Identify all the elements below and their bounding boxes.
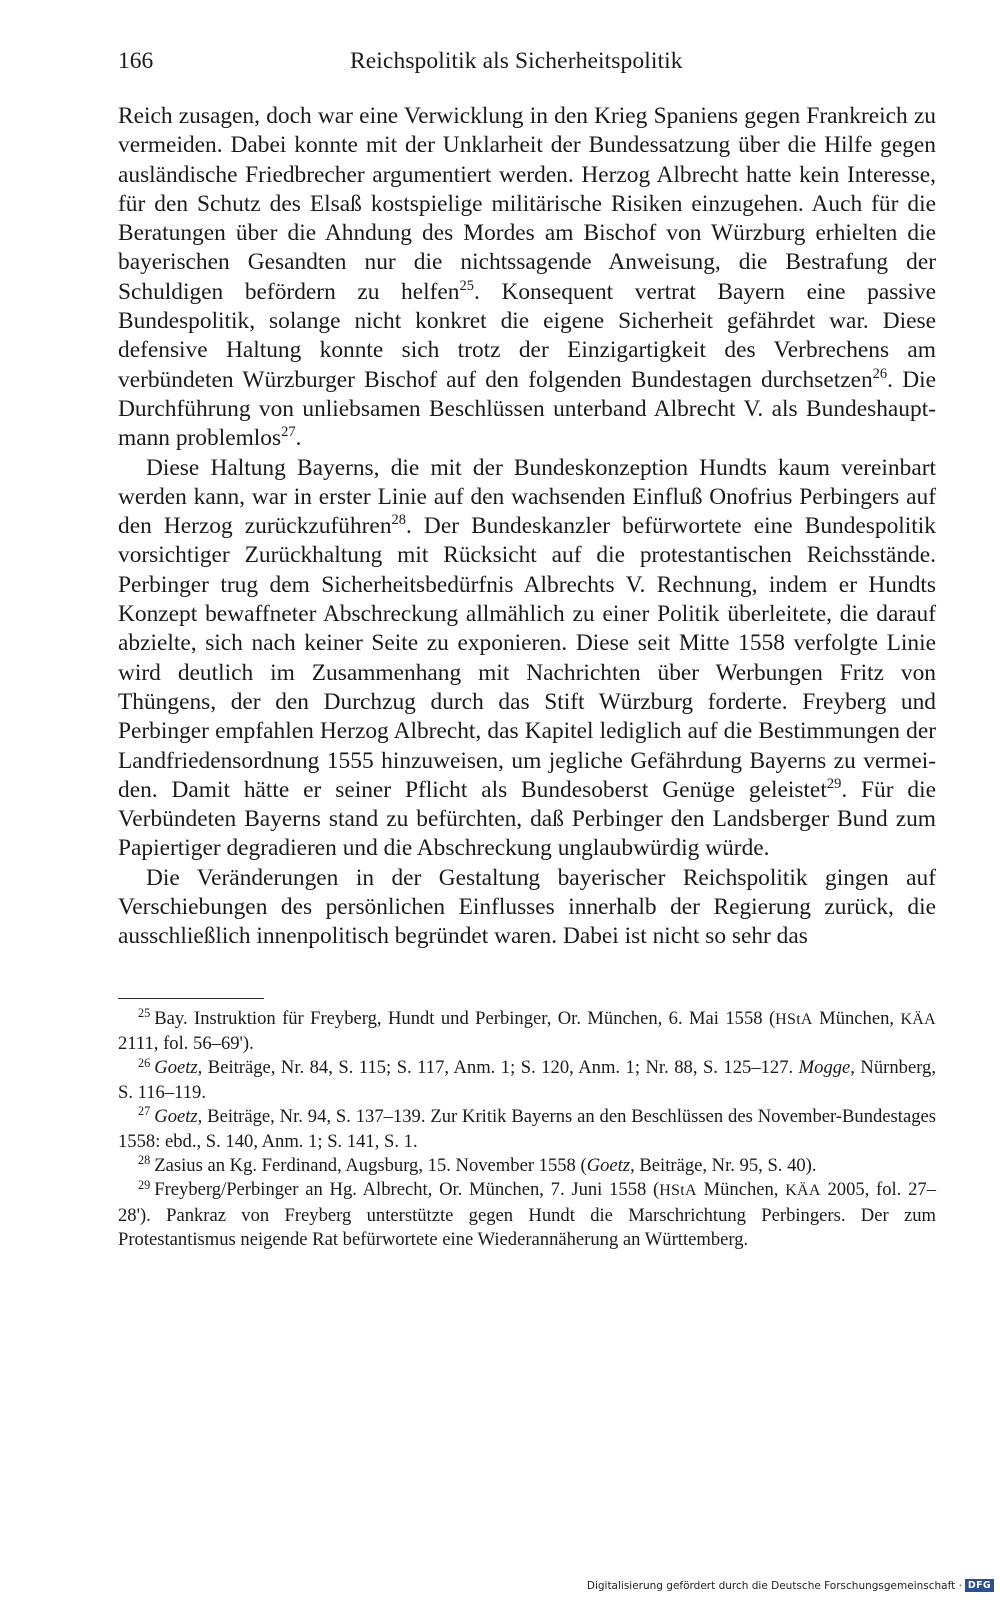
author-name: Goetz: [154, 1106, 198, 1128]
text-run: HStA: [659, 1182, 697, 1200]
footnote-ref-27[interactable]: 27: [281, 424, 296, 441]
text-run: KÄA: [785, 1182, 821, 1200]
running-head: [118, 48, 936, 82]
text-run: , Beiträge, Nr. 84, S. 115; S. 117, Anm. 1; S. 120, Anm. 1; Nr. 88, S. 125–127.: [197, 1057, 799, 1079]
text-run: KÄA: [900, 1010, 936, 1028]
text-run: München,: [812, 1007, 901, 1029]
footnote-ref-28[interactable]: 28: [391, 512, 407, 529]
footnote-number: 28: [138, 1153, 151, 1168]
footnote-27: [118, 1105, 936, 1154]
footnote-number: 25: [138, 1005, 151, 1020]
author-name: Goetz: [586, 1155, 631, 1177]
running-title: Reichspolitik als Sicherheitspolitik: [350, 48, 683, 74]
footnotes: [118, 1007, 936, 1253]
text-run: . Die Durchführung von unliebsamen Beschlüssen unterband Albrecht V. als Bundeshauptmann problemlos: [118, 366, 937, 452]
paragraph-1: [118, 102, 936, 454]
footnote-ref-25[interactable]: 25: [459, 277, 474, 294]
text-run: , Nürnberg, S. 116–119.: [118, 1057, 936, 1103]
footnote-25: [118, 1007, 936, 1057]
digitization-credit: [587, 1579, 994, 1592]
author-name: Goetz: [154, 1057, 198, 1079]
paragraph-2: [118, 454, 936, 864]
text-run: , Beiträge, Nr. 95, S. 40).: [630, 1155, 817, 1177]
footnote-number: 29: [138, 1177, 151, 1192]
credit-text: Digitalisierung gefördert durch die Deutsche Forschungsgemeinschaft ·: [586, 1579, 962, 1592]
paragraph-3: [118, 864, 936, 952]
dfg-logo: DFG: [965, 1579, 994, 1592]
footnote-divider: [118, 998, 264, 999]
text-run: Zasius an Kg. Ferdinand, Augsburg, 15. November 1558 (: [154, 1155, 587, 1177]
main-text: [118, 102, 936, 952]
footnote-28: [118, 1154, 936, 1178]
text-run: 2111, fol. 56–69').: [118, 1033, 254, 1055]
text-run: Freyberg/Perbinger an Hg. Albrecht, Or. München, 7. Juni 1558 (: [154, 1179, 660, 1201]
text-run: Bay. Instruktion für Freyberg, Hundt und Perbinger, Or. München, 6. Mai 1558 (: [154, 1007, 776, 1029]
text-run: , Beiträge, Nr. 94, S. 137–139. Zur Kritik Bayerns an den Beschlüssen des November-Bundestages 1558: ebd., S. 140, Anm. 1; S. 141, S. 1.: [118, 1106, 936, 1152]
footnote-number: 26: [138, 1055, 151, 1070]
text-run: . Der Bundeskanzler befürwortete eine Bundespolitik vorsichtiger Zurückhaltung mit Rücksicht auf die protestantischen Reichsstände. Perbinger trug dem Sicherheitsbedürfnis Albrechts V. Rechnung, indem er Hundts Konzept bewaffneter Abschreckung allmählich zu einer Politik überleitete, die darauf abzielte, sich nach keiner Seite zu exponieren. Diese seit Mitte 1558 verfolgte Linie wird deutlich im Zusammenhang mit Nachrichten über Werbungen Fritz von Thüngens, der den Durchzug durch das Stift Würzburg forderte. Freyberg und Perbinger empfahlen Herzog Albrecht, das Kapitel lediglich auf die Bestimmungen der Landfriedensordnung 1555 hinzuweisen, um jegliche Gefährdung Bayerns zu vermeiden. Damit hätte er seiner Pflicht als Bundesoberst Genüge geleistet: [118, 513, 936, 803]
page-number: 166: [118, 48, 154, 74]
text-run: Diese Haltung Bayerns, die mit der Bundeskonzeption Hundts kaum vereinbart werden kann, war in erster Linie auf den wachsenden Einfluß Onofrius Perbingers auf den Herzog zurückzuführen: [118, 454, 936, 540]
text-run: .: [295, 425, 302, 452]
text-run: Reich zusagen, doch war eine Verwicklung in den Krieg Spaniens gegen Frankreich zu vermeiden. Dabei konnte mit der Unklarheit der Bundessatzung über die Hilfe gegen ausländische Friedbrecher argumentiert werden. Herzog Albrecht hatte kein Interesse, für den Schutz des Elsaß kostspielige militärische Risiken einzugehen. Auch für die Beratungen über die Ahndung des Mordes am Bischof von Würzburg erhielten die bayerischen Gesandten nur die nichtssagende Anweisung, die Bestrafung der Schuldigen befördern zu helfen: [118, 103, 936, 305]
text-run: Die Veränderungen in der Gestaltung bayerischer Reichspolitik gingen auf Verschiebungen des persönlichen Einflusses innerhalb der Regierung zurück, die ausschließlich innenpolitisch begründet waren. Dabei ist nicht so sehr das: [118, 864, 936, 950]
text-run: HStA: [775, 1010, 813, 1028]
footnote-29: [118, 1178, 936, 1252]
text-run: München,: [696, 1179, 786, 1201]
footnote-number: 27: [138, 1104, 151, 1119]
text-run: . Konsequent vertrat Bayern eine passive Bundespolitik, solange nicht konkret die eigene Sicherheit gefährdet war. Diese defensive Haltung konnte sich trotz der Einzigartigkeit des Verbrechens am verbündeten Würzburger Bischof auf den folgenden Bundestagen durchsetzen: [118, 278, 936, 393]
footnote-ref-26[interactable]: 26: [872, 365, 888, 382]
book-page: [118, 48, 936, 1253]
footnote-ref-29[interactable]: 29: [826, 775, 842, 792]
author-name: Mogge: [798, 1057, 851, 1079]
text-run: . Für die Verbündeten Bayerns stand zu befürchten, daß Perbinger den Landsberger Bund zum Papiertiger degradieren und die Abschreckung unglaubwürdig würde.: [118, 776, 936, 862]
text-run: 2005, fol. 27–28'). Pankraz von Freyberg unterstützte gegen Hundt die Marschrichtung Perbingers. Der zum Protestantismus neigende Rat befürwortete eine Wiederannäherung an Württemberg.: [118, 1179, 936, 1251]
footnote-26: [118, 1056, 936, 1105]
